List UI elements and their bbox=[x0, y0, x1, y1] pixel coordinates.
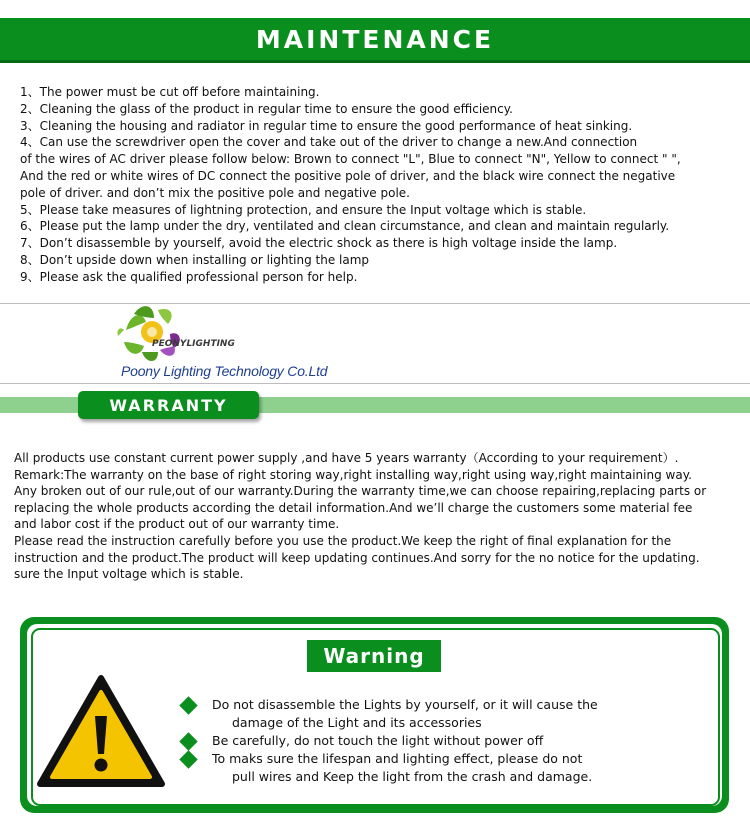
maintenance-item: 1、The power must be cut off before maintaining. bbox=[20, 85, 320, 99]
warranty-line: sure the Input voltage which is stable. bbox=[14, 567, 244, 582]
divider-bottom bbox=[0, 383, 750, 384]
warning-item bbox=[180, 732, 660, 750]
maintenance-item: 4、Can use the screwdriver open the cover and take out of the driver to change a new.And connection bbox=[20, 135, 638, 150]
bullet-diamond-icon bbox=[179, 750, 197, 768]
warranty-text bbox=[14, 450, 739, 583]
bullet-diamond-icon bbox=[179, 732, 197, 750]
bullet-diamond-icon bbox=[179, 696, 197, 714]
warning-item-text: damage of the Light and its accessories bbox=[232, 715, 482, 730]
maintenance-item: 2、Cleaning the glass of the product in regular time to ensure the good efficiency. bbox=[20, 101, 513, 116]
warranty-header bbox=[78, 391, 259, 419]
warranty-line: Please read the instruction carefully before you use the product.We keep the right of final explanation for the bbox=[14, 533, 672, 548]
maintenance-item: pole of driver. and don’t mix the positive pole and negative pole. bbox=[20, 185, 410, 200]
maintenance-title: MAINTENANCE bbox=[255, 24, 495, 54]
warranty-line: replacing the whole products according the detail information.And we’ll charge the customers some material fee bbox=[14, 500, 693, 515]
warning-item-text: Do not disassemble the Lights by yourself, or it will cause the bbox=[212, 697, 598, 712]
warning-item bbox=[180, 696, 660, 732]
warranty-line: and labor cost if the product out of our warranty time. bbox=[14, 517, 340, 532]
warning-item bbox=[180, 750, 660, 786]
warning-header bbox=[307, 640, 441, 672]
warranty-line: Any broken out of our rule,out of our warranty.During the warranty time,we can choose repairing,replacing parts or bbox=[14, 484, 707, 499]
maintenance-list bbox=[20, 84, 735, 286]
warranty-line: Remark:The warranty on the base of right storing way,right installing way,right using way,right maintaining way. bbox=[14, 467, 692, 482]
maintenance-header bbox=[0, 18, 750, 63]
maintenance-item: of the wires of AC driver please follow below: Brown to connect "L", Blue to connect "N", Yellow to connect " ", bbox=[20, 152, 681, 167]
logo-brand-text: PEONYLIGHTING bbox=[152, 339, 235, 349]
warning-title: Warning bbox=[323, 644, 425, 668]
maintenance-item: 6、Please put the lamp under the dry, ventilated and clean circumstance, and clean and maintain regularly. bbox=[20, 219, 670, 234]
warning-item-text: Be carefully, do not touch the light without power off bbox=[212, 733, 544, 748]
maintenance-item: 3、Cleaning the housing and radiator in regular time to ensure the good performance of heat sinking. bbox=[20, 118, 633, 133]
warranty-title: WARRANTY bbox=[109, 395, 228, 415]
maintenance-item: And the red or white wires of DC connect the positive pole of driver, and the black wire connect the negative bbox=[20, 168, 676, 183]
warning-triangle-icon bbox=[34, 672, 168, 792]
warranty-line: instruction and the product.The product will keep updating continues.And sorry for the no notice for the updating. bbox=[14, 550, 700, 565]
warranty-line: All products use constant current power supply ,and have 5 years warranty（According to your requirement）. bbox=[14, 451, 679, 465]
logo-company-name: Poony Lighting Technology Co.Ltd bbox=[121, 363, 328, 379]
warning-list bbox=[180, 696, 660, 786]
maintenance-item: 7、Don’t disassemble by yourself, avoid the electric shock as there is high voltage inside the lamp. bbox=[20, 236, 618, 251]
maintenance-item: 8、Don’t upside down when installing or lighting the lamp bbox=[20, 252, 370, 267]
maintenance-item: 5、Please take measures of lightning protection, and ensure the Input voltage which is stable. bbox=[20, 202, 587, 217]
maintenance-item: 9、Please ask the qualified professional person for help. bbox=[20, 269, 358, 284]
warning-item-text: pull wires and Keep the light from the crash and damage. bbox=[232, 769, 593, 784]
warning-item-text: To maks sure the lifespan and lighting effect, please do not bbox=[212, 751, 583, 766]
